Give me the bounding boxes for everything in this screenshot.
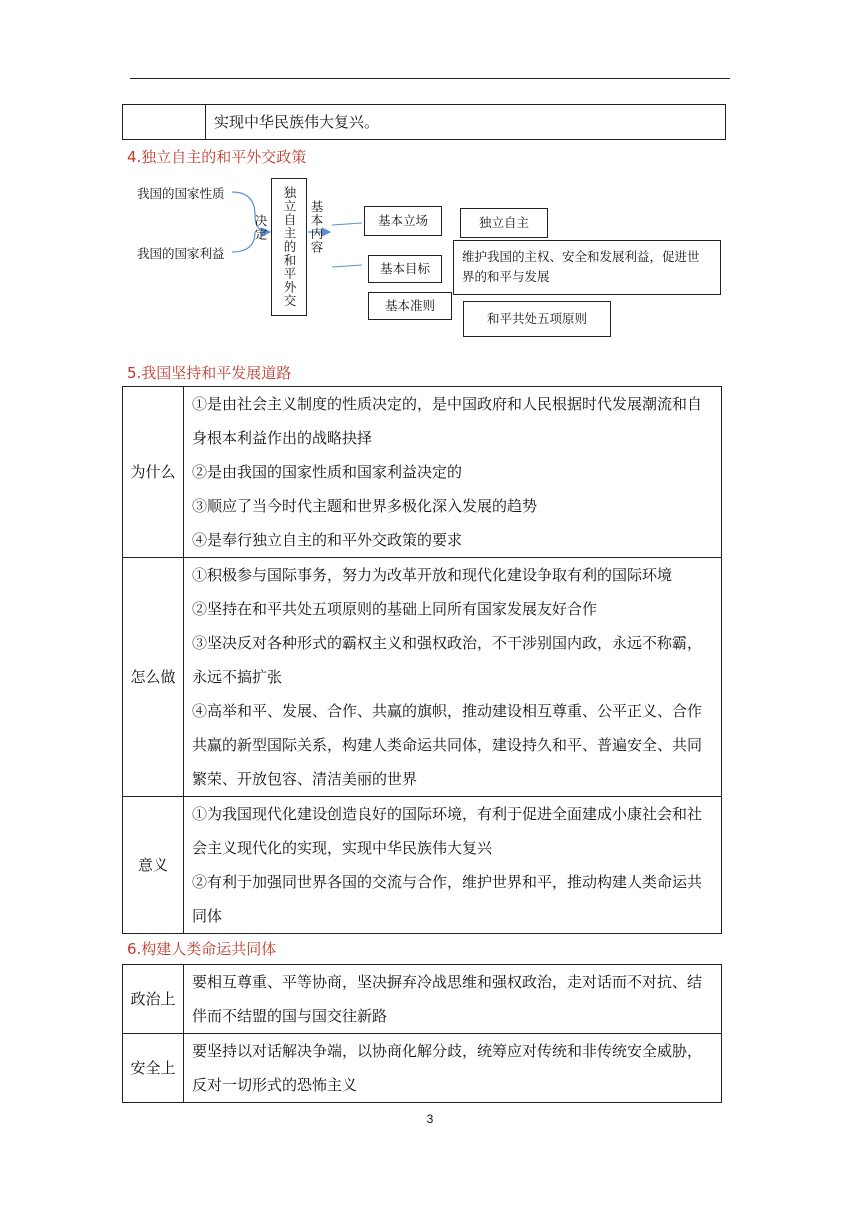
link-goal: [332, 265, 362, 267]
text-line: 永远不搞扩张: [192, 668, 283, 686]
text-line: 同体: [192, 907, 223, 925]
row-content: [184, 558, 722, 797]
text-line: 实现中华民族伟大复兴。: [214, 113, 380, 131]
text-line: ①积极参与国际事务，努力为改革开放和现代化建设争取有利的国际环境: [192, 566, 673, 584]
text-line: 要坚持以对话解决争端，以协商化解分歧，统筹应对传统和非传统安全威胁，: [192, 1042, 703, 1060]
top-table: [122, 104, 726, 140]
page-number: 3: [426, 1112, 434, 1126]
value-goal: [453, 240, 721, 295]
text-line: ①为我国现代化建设创造良好的国际环境，有利于促进全面建成小康社会和社: [192, 805, 703, 823]
foreign-policy-diagram: [120, 170, 740, 350]
row-label: 怎么做: [123, 558, 184, 797]
section-5-heading: 5.我国坚持和平发展道路: [127, 364, 292, 382]
text-line: 会主义现代化的实现，实现中华民族伟大复兴: [192, 839, 493, 857]
text-line: 伴而不结盟的国与国交往新路: [192, 1007, 388, 1025]
value-principle: 和平共处五项原则: [463, 301, 611, 337]
text-line: ③坚决反对各种形式的霸权主义和强权政治，不干涉别国内政，永远不称霸，: [192, 634, 703, 652]
row-label: 为什么: [123, 387, 184, 558]
value-goal-line: 界的和平与发展: [462, 269, 550, 284]
text-line: 身根本利益作出的战略抉择: [192, 429, 373, 447]
row-content: [184, 1034, 722, 1103]
text-line: 共赢的新型国际关系，构建人类命运共同体，建设持久和平、普遍安全、共同: [192, 736, 703, 754]
community-table: [122, 964, 722, 1103]
table-row: [123, 965, 722, 1034]
row-content: [184, 965, 722, 1034]
category-principle: 基本准则: [368, 292, 452, 320]
text-line: ②是由我国的国家性质和国家利益决定的: [192, 463, 463, 481]
value-goal-line: 维护我国的主权、安全和发展利益，促进世: [462, 249, 700, 264]
value-standpoint: 独立自主: [460, 208, 548, 238]
table-row: [123, 1034, 722, 1103]
row-label: 安全上: [123, 1034, 184, 1103]
empty-cell: [123, 105, 206, 140]
text-line: 要相互尊重、平等协商，坚决摒弃冷战思维和强权政治，走对话而不对抗、结: [192, 973, 703, 991]
section-4-heading: 4.独立自主的和平外交政策: [127, 148, 307, 166]
table-row: [123, 558, 722, 797]
content-label: 基本内容: [309, 200, 324, 254]
content-cell: [206, 105, 726, 140]
text-line: ①是由社会主义制度的性质决定的，是中国政府和人民根据时代发展潮流和自: [192, 395, 703, 413]
text-line: ④是奉行独立自主的和平外交政策的要求: [192, 531, 463, 549]
category-goal: 基本目标: [368, 255, 442, 283]
row-label: 意义: [123, 797, 184, 934]
text-line: ②有利于加强同世界各国的交流与合作，维护世界和平，推动构建人类命运共: [192, 873, 703, 891]
table-row: [123, 797, 722, 934]
peaceful-development-table: [122, 386, 722, 934]
row-label: 政治上: [123, 965, 184, 1034]
decide-label: 决定: [253, 214, 268, 241]
text-line: ③顺应了当今时代主题和世界多极化深入发展的趋势: [192, 497, 538, 515]
link-standpoint: [332, 223, 362, 225]
header-rule: [130, 78, 730, 79]
text-line: 繁荣、开放包容、清洁美丽的世界: [192, 770, 418, 788]
text-line: ④高举和平、发展、合作、共赢的旗帜，推动建设相互尊重、公平正义、合作: [192, 702, 703, 720]
interest-label: 我国的国家利益: [137, 246, 225, 261]
row-content: [184, 387, 722, 558]
nature-label: 我国的国家性质: [137, 186, 225, 201]
text-line: 反对一切形式的恐怖主义: [192, 1076, 358, 1094]
table-row: [123, 387, 722, 558]
section-6-heading: 6.构建人类命运共同体: [127, 940, 277, 958]
table-row: [123, 105, 726, 140]
policy-box: 独立自主的和平外交: [271, 178, 307, 316]
text-line: ②坚持在和平共处五项原则的基础上同所有国家发展友好合作: [192, 600, 598, 618]
category-standpoint: 基本立场: [364, 206, 442, 236]
row-content: [184, 797, 722, 934]
